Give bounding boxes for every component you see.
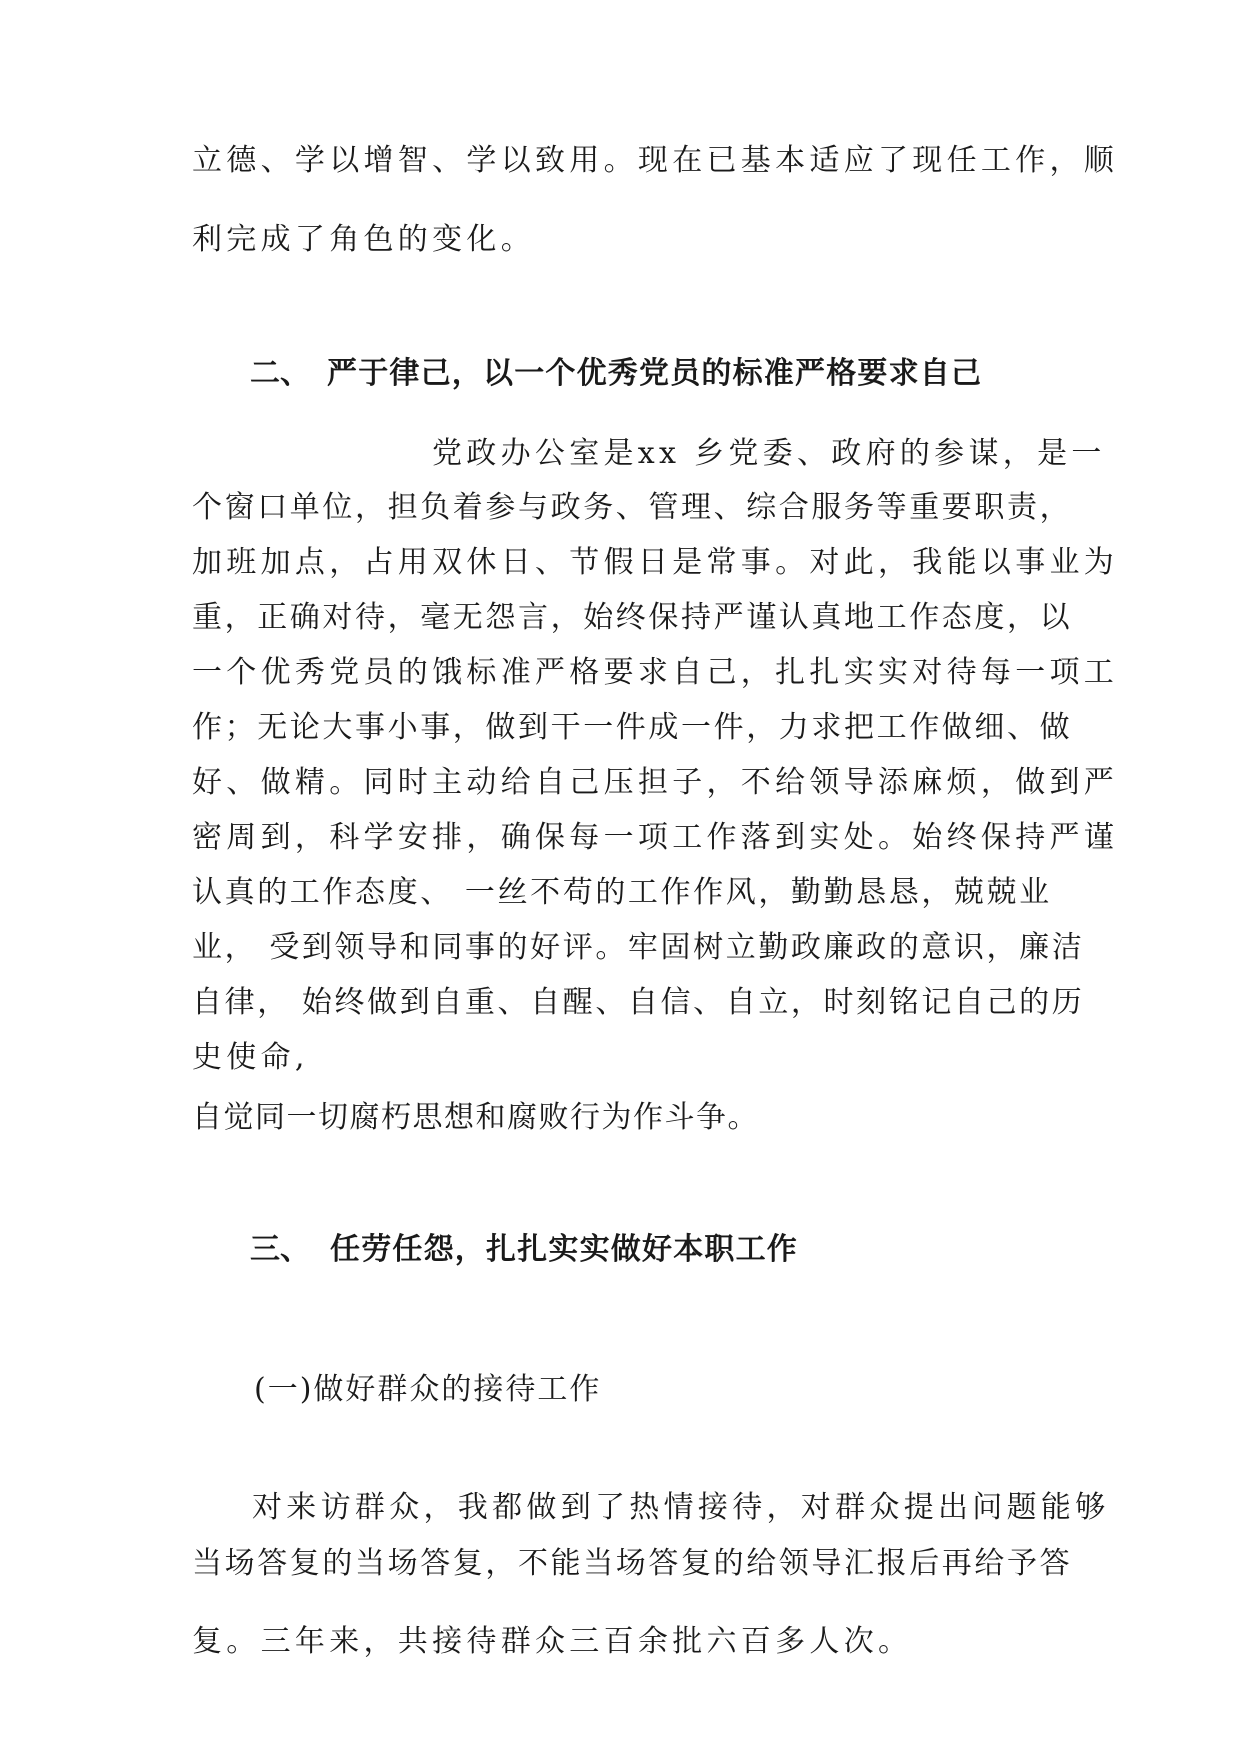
section-2-para-line-2: 个窗口单位，担负着参与政务、管理、综合服务等重要职责， xyxy=(192,490,1073,525)
intro-line-1: 立德、学以增智、学以致用。现在已基本适应了现任工作，顺 xyxy=(192,143,1119,178)
intro-line-2: 利完成了角色的变化。 xyxy=(192,222,535,257)
section-2-number: 二、 xyxy=(250,356,310,391)
section-3-title: 任劳任怨，扎扎实实做好本职工作 xyxy=(330,1232,798,1267)
section-2-para-line-10: 业， 受到领导和同事的好评。牢固树立勤政廉政的意识，廉洁 xyxy=(192,930,1085,965)
section-2-para-line-8: 密周到，科学安排，确保每一项工作落到实处。始终保持严谨 xyxy=(192,820,1119,855)
subsection-1-para-line-3: 复。三年来，共接待群众三百余批六百多人次。 xyxy=(192,1624,913,1659)
section-2-para-line-6: 作；无论大事小事，做到干一件成一件，力求把工作做细、做 xyxy=(192,710,1073,745)
section-2-para-line-9: 认真的工作态度、 一丝不苟的工作作风，勤勤恳恳，兢兢业 xyxy=(192,875,1052,910)
section-2-para-line-13: 自觉同一切腐朽思想和腐败行为作斗争。 xyxy=(192,1100,759,1135)
section-2-para-line-4: 重，正确对待，毫无怨言，始终保持严谨认真地工作态度，以 xyxy=(192,600,1073,635)
subsection-1-para-line-2: 当场答复的当场答复，不能当场答复的给领导汇报后再给予答 xyxy=(192,1546,1073,1581)
section-2-title: 严于律己，以一个优秀党员的标准严格要求自己 xyxy=(327,356,983,391)
section-2-para-line-1: 党政办公室是xx 乡党委、政府的参谋，是一 xyxy=(432,436,1106,471)
section-2-para-line-12: 史使命, xyxy=(192,1040,309,1075)
section-2-para-line-5: 一个优秀党员的饿标准严格要求自己，扎扎实实对待每一项工 xyxy=(192,655,1119,690)
section-2-para-line-3: 加班加点，占用双休日、节假日是常事。对此，我能以事业为 xyxy=(192,545,1119,580)
section-2-para-line-11: 自律， 始终做到自重、自醒、自信、自立，时刻铭记自己的历 xyxy=(192,985,1085,1020)
section-3-number: 三、 xyxy=(250,1232,310,1267)
section-2-para-line-7: 好、做精。同时主动给自己压担子，不给领导添麻烦，做到严 xyxy=(192,765,1119,800)
subsection-1-para-line-1: 对来访群众，我都做到了热情接待，对群众提出问题能够 xyxy=(252,1490,1110,1525)
subsection-1-title: (一)做好群众的接待工作 xyxy=(254,1372,602,1407)
